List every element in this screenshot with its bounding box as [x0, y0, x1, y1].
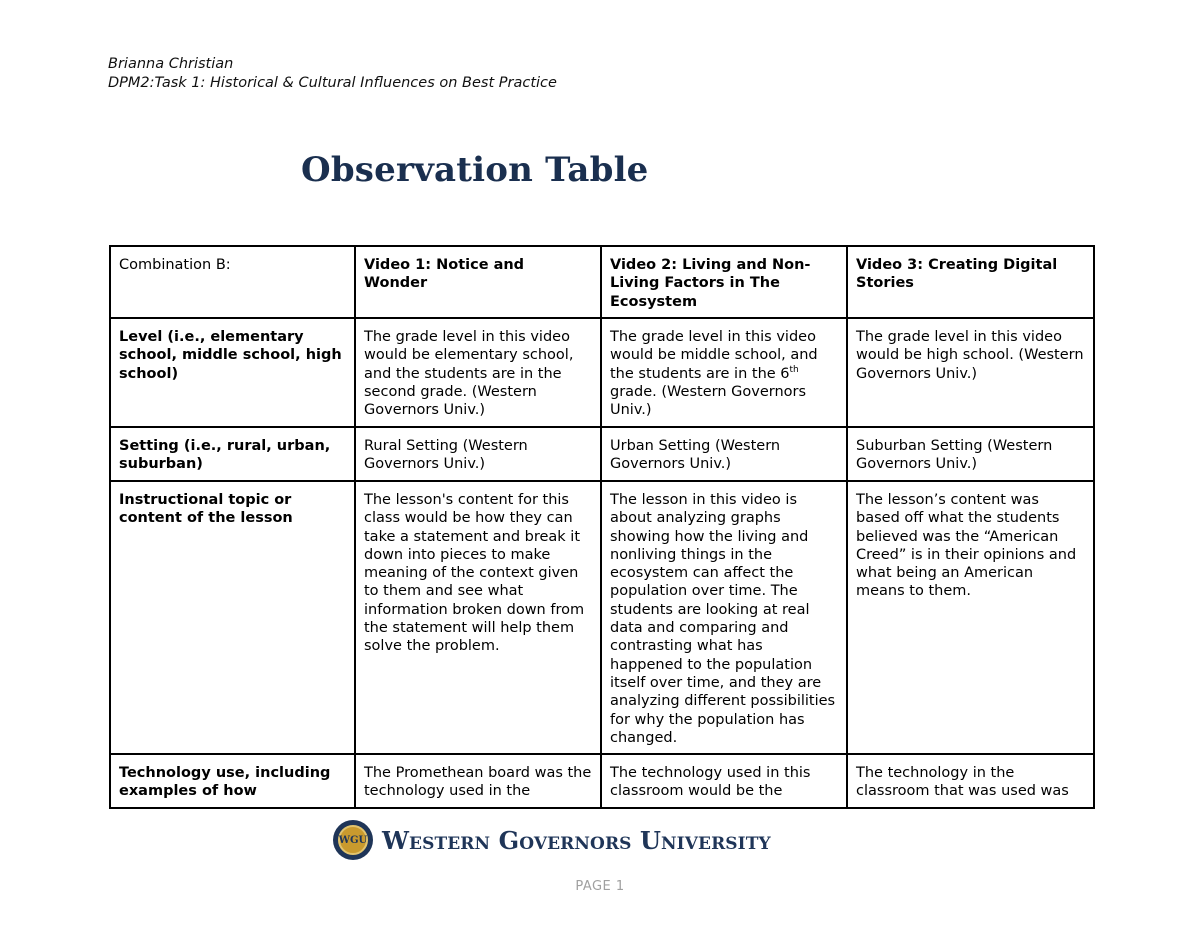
cell-text: The grade level in this video would be middle school, and the students are in the 6 — [610, 329, 818, 382]
cell-technology-video-3: The technology in the classroom that was used was — [847, 754, 1094, 808]
seal-monogram: WGU — [338, 825, 368, 855]
course-task-line: DPM2:Task 1: Historical & Cultural Influences on Best Practice — [108, 74, 557, 91]
cell-level-video-2 — [601, 318, 847, 427]
row-label-technology: Technology use, including examples of how — [110, 754, 355, 808]
cell-setting-video-1: Rural Setting (Western Governors Univ.) — [355, 427, 601, 481]
table-row-setting — [110, 427, 1094, 481]
header-cell-video-1: Video 1: Notice and Wonder — [355, 246, 601, 318]
cell-text: grade. (Western Governors Univ.) — [610, 383, 807, 419]
header-cell-combination: Combination B: — [110, 246, 355, 318]
wgu-seal-icon — [333, 820, 373, 860]
cell-topic-video-1: The lesson's content for this class would be how they can take a statement and break it down into pieces to make meaning of the context given to them and see what information broken down from the statement will help them solve the problem. — [355, 481, 601, 754]
cell-topic-video-2: The lesson in this video is about analyzing graphs showing how the living and nonliving things in the ecosystem can affect the population over time. The students are looking at real data and comparing and contrasting what has happened to the population itself over time, and they are analyzing different possibilities for why the population has changed. — [601, 481, 847, 754]
cell-setting-video-3: Suburban Setting (Western Governors Univ.) — [847, 427, 1094, 481]
document-header — [108, 55, 557, 92]
page-title: Observation Table — [301, 150, 649, 190]
table-row-technology — [110, 754, 1094, 808]
table-row-level — [110, 318, 1094, 427]
header-cell-video-2: Video 2: Living and Non-Living Factors in The Ecosystem — [601, 246, 847, 318]
cell-topic-video-3: The lesson’s content was based off what the students believed was the “American Creed” is in their opinions and what being an American means to them. — [847, 481, 1094, 754]
table-row-topic — [110, 481, 1094, 754]
wgu-logo — [333, 818, 771, 862]
cell-setting-video-2: Urban Setting (Western Governors Univ.) — [601, 427, 847, 481]
cell-level-video-1: The grade level in this video would be elementary school, and the students are in the second grade. (Western Governors Univ.) — [355, 318, 601, 427]
page-number: PAGE 1 — [575, 879, 625, 894]
logo-wordmark: Western Governors University — [382, 825, 771, 855]
row-label-level: Level (i.e., elementary school, middle school, high school) — [110, 318, 355, 427]
header-cell-video-3: Video 3: Creating Digital Stories — [847, 246, 1094, 318]
row-label-setting: Setting (i.e., rural, urban, suburban) — [110, 427, 355, 481]
cell-technology-video-1: The Promethean board was the technology used in the — [355, 754, 601, 808]
author-name: Brianna Christian — [108, 56, 234, 72]
observation-table — [109, 245, 1095, 809]
cell-technology-video-2: The technology used in this classroom would be the — [601, 754, 847, 808]
ordinal-superscript: th — [789, 364, 799, 375]
table-header-row — [110, 246, 1094, 318]
row-label-topic: Instructional topic or content of the lesson — [110, 481, 355, 754]
cell-level-video-3: The grade level in this video would be high school. (Western Governors Univ.) — [847, 318, 1094, 427]
